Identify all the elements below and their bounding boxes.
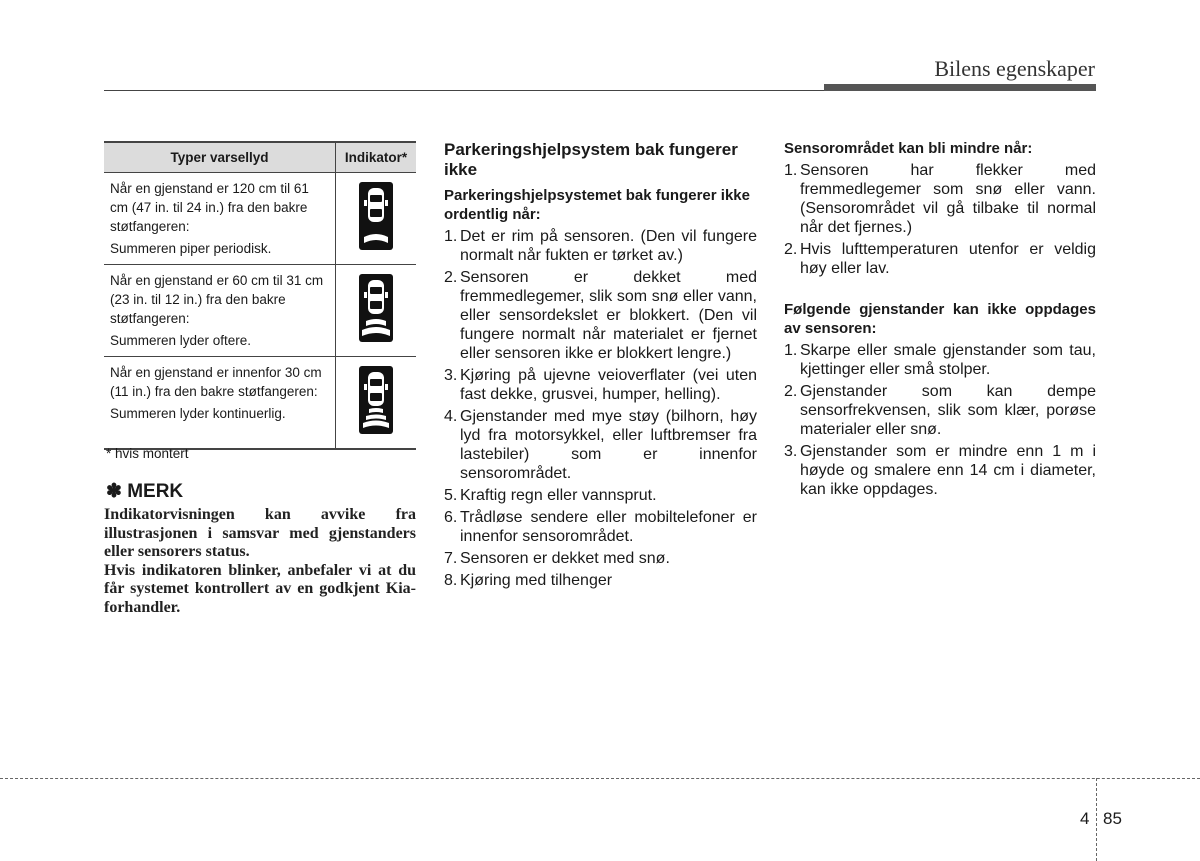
page-number: 85 <box>1103 809 1122 828</box>
section-subtitle: Sensorområdet kan bli mindre når: <box>784 140 1033 157</box>
list-item: 5. Kraftig regn eller vannsprut. <box>444 487 657 504</box>
note-body <box>104 506 416 617</box>
car-indicator-far-icon <box>358 181 394 251</box>
section-subtitle: Følgende gjenstander kan ikke oppdages av sensoren: <box>784 301 1096 337</box>
alert-cell <box>104 265 336 357</box>
table-row <box>104 265 416 357</box>
car-indicator-mid-icon <box>358 273 394 343</box>
note-paragraph: Indikatorvisningen kan avvike fra illustrasjonen i samsvar med gjenstanders eller sensorers status. <box>104 506 416 560</box>
table-footnote: * hvis montert <box>106 446 189 461</box>
sensor-range-section <box>784 139 1096 502</box>
footer-divider <box>0 778 1200 779</box>
list-item: 7. Sensoren er dekket med snø. <box>444 550 670 567</box>
alert-cell <box>104 357 336 450</box>
indicator-cell <box>336 357 417 450</box>
section-subtitle: Parkeringshjelpsystemet bak fungerer ikke ordentlig når: <box>444 187 750 223</box>
list-item: 2. Gjenstander som kan dempe sensorfrekvensen, slik som klær, porøse materialer eller snø. <box>784 383 1096 438</box>
alert-sound: Summeren lyder kontinuerlig. <box>110 406 286 421</box>
list-item: 3. Gjenstander som er mindre enn 1 m i høyde og smalere enn 14 cm i diameter, kan ikke oppdages. <box>784 443 1096 498</box>
indicator-cell <box>336 265 417 357</box>
chapter-number: 4 <box>1080 809 1090 828</box>
alert-type-table <box>104 141 416 450</box>
list-item: 4. Gjenstander med mye støy (bilhorn, høy lyd fra motorsykkel, eller luftbremser fra lastebiler) som er innenfor sensorområdet. <box>444 408 757 482</box>
footer-divider-vertical <box>1096 778 1097 861</box>
list-item: 8. Kjøring med tilhenger <box>444 572 613 589</box>
list-item: 3. Kjøring på ujevne veioverflater (vei uten fast dekke, grusvei, humper, helling). <box>444 367 757 403</box>
alert-desc: Når en gjenstand er 120 cm til 61 cm (47 in. til 24 in.) fra den bakre støtfangeren: <box>110 181 309 234</box>
undetected-list <box>784 341 1096 499</box>
alert-cell <box>104 173 336 265</box>
alert-desc: Når en gjenstand er innenfor 30 cm (11 in.) fra den bakre støtfangeren: <box>110 365 322 399</box>
header-rule-thick <box>824 84 1096 91</box>
list-item: 2. Hvis lufttemperaturen utenfor er veldig høy eller lav. <box>784 241 1096 277</box>
col-header-type: Typer varsellyd <box>104 142 336 173</box>
list-item: 6. Trådløse sendere eller mobiltelefoner er innenfor sensorområdet. <box>444 509 757 545</box>
alert-sound: Summeren lyder oftere. <box>110 333 252 348</box>
alert-sound: Summeren piper periodisk. <box>110 241 272 256</box>
list-item: 1. Skarpe eller smale gjenstander som tau, kjettinger eller små stolper. <box>784 342 1096 378</box>
table-row <box>104 173 416 265</box>
header-rule <box>104 90 824 91</box>
list-item: 1. Det er rim på sensoren. (Den vil fungere normalt når fukten er tørket av.) <box>444 228 757 264</box>
smaller-range-list <box>784 161 1096 278</box>
car-indicator-near-icon <box>358 365 394 435</box>
indicator-cell <box>336 173 417 265</box>
alert-desc: Når en gjenstand er 60 cm til 31 cm (23 in. til 12 in.) fra den bakre støtfangeren: <box>110 273 324 326</box>
page-header-title: Bilens egenskaper <box>934 56 1095 81</box>
note-title: ✽ MERK <box>106 481 184 502</box>
table-row <box>104 357 416 450</box>
list-item: 1. Sensoren har flekker med fremmedlegemer som snø eller vann. (Sensorområdet vil gå tilbake til normal når det fjernes.) <box>784 162 1096 236</box>
list-item: 2. Sensoren er dekket med fremmedlegemer, slik som snø eller vann, eller sensordekslet er blokkert. (Den vil fungere normalt når materialet er fjernet eller sensoren ikke er blokkert lengre.) <box>444 269 757 362</box>
note-paragraph: Hvis indikatoren blinker, anbefaler vi at du får systemet kontrollert av en godkjent Kia-forhandler. <box>104 561 416 616</box>
malfunction-section <box>444 140 757 593</box>
col-header-indicator: Indikator* <box>336 142 417 173</box>
section-title: Parkeringshjelpsystem bak fungerer ikke <box>444 140 738 179</box>
malfunction-list <box>444 227 757 590</box>
